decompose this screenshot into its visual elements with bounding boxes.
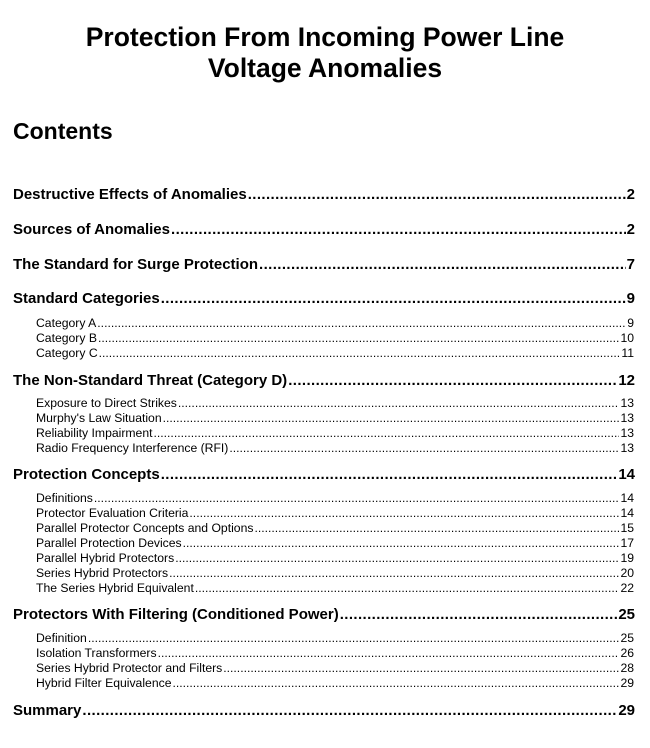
- toc-entry-label: Isolation Transformers: [36, 646, 157, 660]
- dot-leader: [94, 491, 620, 505]
- toc-entry-page: 7: [626, 256, 635, 273]
- dot-leader: [161, 466, 618, 483]
- toc-entry-page: 25: [618, 606, 635, 623]
- toc-entry-page: 2: [626, 186, 635, 203]
- toc-entry-label: Category C: [36, 346, 98, 360]
- toc-entry-label: Protectors With Filtering (Conditioned Power): [13, 606, 339, 623]
- toc-subsection: [36, 566, 634, 580]
- toc-subsection: [36, 346, 634, 360]
- dot-leader: [171, 221, 626, 238]
- toc-entry-page: 13: [620, 396, 634, 410]
- dot-leader: [183, 536, 620, 550]
- toc-entry-label: Sources of Anomalies: [13, 221, 170, 238]
- toc-subsection: [36, 331, 634, 345]
- toc-subsection: [36, 676, 634, 690]
- title-line-1: Protection From Incoming Power Line: [85, 22, 565, 52]
- dot-leader: [248, 186, 626, 203]
- toc-entry-label: Murphy's Law Situation: [36, 411, 162, 425]
- dot-leader: [288, 372, 617, 389]
- toc-entry-label: Parallel Protector Concepts and Options: [36, 521, 254, 535]
- toc-subsection: [36, 631, 634, 645]
- dot-leader: [98, 331, 619, 345]
- toc-entry-page: 28: [620, 661, 634, 675]
- toc-subsection: [36, 646, 634, 660]
- dot-leader: [97, 316, 626, 330]
- toc-entry-label: Series Hybrid Protector and Filters: [36, 661, 223, 675]
- toc-subsection: [36, 396, 634, 410]
- dot-leader: [158, 646, 620, 660]
- dot-leader: [82, 702, 617, 719]
- toc-entry-page: 26: [620, 646, 634, 660]
- dot-leader: [169, 566, 619, 580]
- toc-entry-page: 14: [620, 491, 634, 505]
- toc-entry-label: Hybrid Filter Equivalence: [36, 676, 172, 690]
- toc-entry-page: 19: [620, 551, 634, 565]
- toc-entry-page: 13: [620, 426, 634, 440]
- dot-leader: [254, 521, 619, 535]
- dot-leader: [175, 551, 619, 565]
- toc-entry-label: Exposure to Direct Strikes: [36, 396, 177, 410]
- toc-entry-label: Protection Concepts: [13, 466, 160, 483]
- toc-entry-page: 9: [627, 316, 634, 330]
- toc-entry-label: Radio Frequency Interference (RFI): [36, 441, 229, 455]
- toc-section: [13, 290, 635, 307]
- toc-entry-page: 9: [626, 290, 635, 307]
- toc-entry-page: 29: [620, 676, 634, 690]
- toc-entry-page: 29: [618, 702, 635, 719]
- dot-leader: [189, 506, 619, 520]
- toc-subsection: [36, 426, 634, 440]
- toc-entry-page: 22: [620, 581, 634, 595]
- toc-entry-label: Standard Categories: [13, 290, 160, 307]
- toc-entry-page: 14: [618, 466, 635, 483]
- toc-entry-label: The Standard for Surge Protection: [13, 256, 259, 273]
- toc-subsection: [36, 521, 634, 535]
- toc-section: [13, 702, 635, 719]
- toc-entry-label: Parallel Protection Devices: [36, 536, 182, 550]
- toc-entry-label: Summary: [13, 702, 82, 719]
- dot-leader: [259, 256, 626, 273]
- document-title: [0, 22, 650, 84]
- dot-leader: [195, 581, 620, 595]
- toc-section: [13, 186, 635, 203]
- toc-entry-page: 14: [620, 506, 634, 520]
- toc-entry-page: 11: [621, 346, 634, 360]
- toc-subsection: [36, 441, 634, 455]
- title-line-2: Voltage Anomalies: [207, 53, 443, 83]
- toc-subsection: [36, 411, 634, 425]
- toc-entry-page: 25: [620, 631, 634, 645]
- toc-section: [13, 256, 635, 273]
- toc-entry-page: 13: [620, 441, 634, 455]
- toc-entry-label: Series Hybrid Protectors: [36, 566, 169, 580]
- toc-entry-label: Destructive Effects of Anomalies: [13, 186, 247, 203]
- toc-section: [13, 466, 635, 483]
- toc-subsection: [36, 491, 634, 505]
- toc-section: [13, 221, 635, 238]
- dot-leader: [340, 606, 618, 623]
- toc-entry-label: Definition: [36, 631, 87, 645]
- dot-leader: [229, 441, 619, 455]
- contents-heading: Contents: [13, 118, 113, 144]
- toc-subsection: [36, 506, 634, 520]
- toc-entry-label: Category A: [36, 316, 97, 330]
- dot-leader: [178, 396, 620, 410]
- toc-subsection: [36, 581, 634, 595]
- toc-entry-label: Protector Evaluation Criteria: [36, 506, 189, 520]
- dot-leader: [99, 346, 621, 360]
- toc-section: [13, 606, 635, 623]
- toc-entry-page: 10: [620, 331, 634, 345]
- toc-entry-label: Definitions: [36, 491, 93, 505]
- dot-leader: [172, 676, 619, 690]
- toc-subsection: [36, 316, 634, 330]
- dot-leader: [161, 290, 626, 307]
- toc-entry-page: 2: [626, 221, 635, 238]
- toc-entry-page: 13: [620, 411, 634, 425]
- toc-subsection: [36, 661, 634, 675]
- toc-entry-label: Reliability Impairment: [36, 426, 153, 440]
- dot-leader: [163, 411, 620, 425]
- toc-entry-page: 20: [620, 566, 634, 580]
- toc-entry-label: Category B: [36, 331, 97, 345]
- toc-entry-page: 17: [620, 536, 634, 550]
- toc-entry-label: The Non-Standard Threat (Category D): [13, 372, 288, 389]
- dot-leader: [154, 426, 620, 440]
- toc-entry-page: 12: [618, 372, 635, 389]
- toc-subsection: [36, 551, 634, 565]
- dot-leader: [223, 661, 619, 675]
- toc-subsection: [36, 536, 634, 550]
- toc-entry-label: The Series Hybrid Equivalent: [36, 581, 194, 595]
- toc-entry-page: 15: [620, 521, 634, 535]
- toc-section: [13, 372, 635, 389]
- dot-leader: [88, 631, 620, 645]
- toc-entry-label: Parallel Hybrid Protectors: [36, 551, 175, 565]
